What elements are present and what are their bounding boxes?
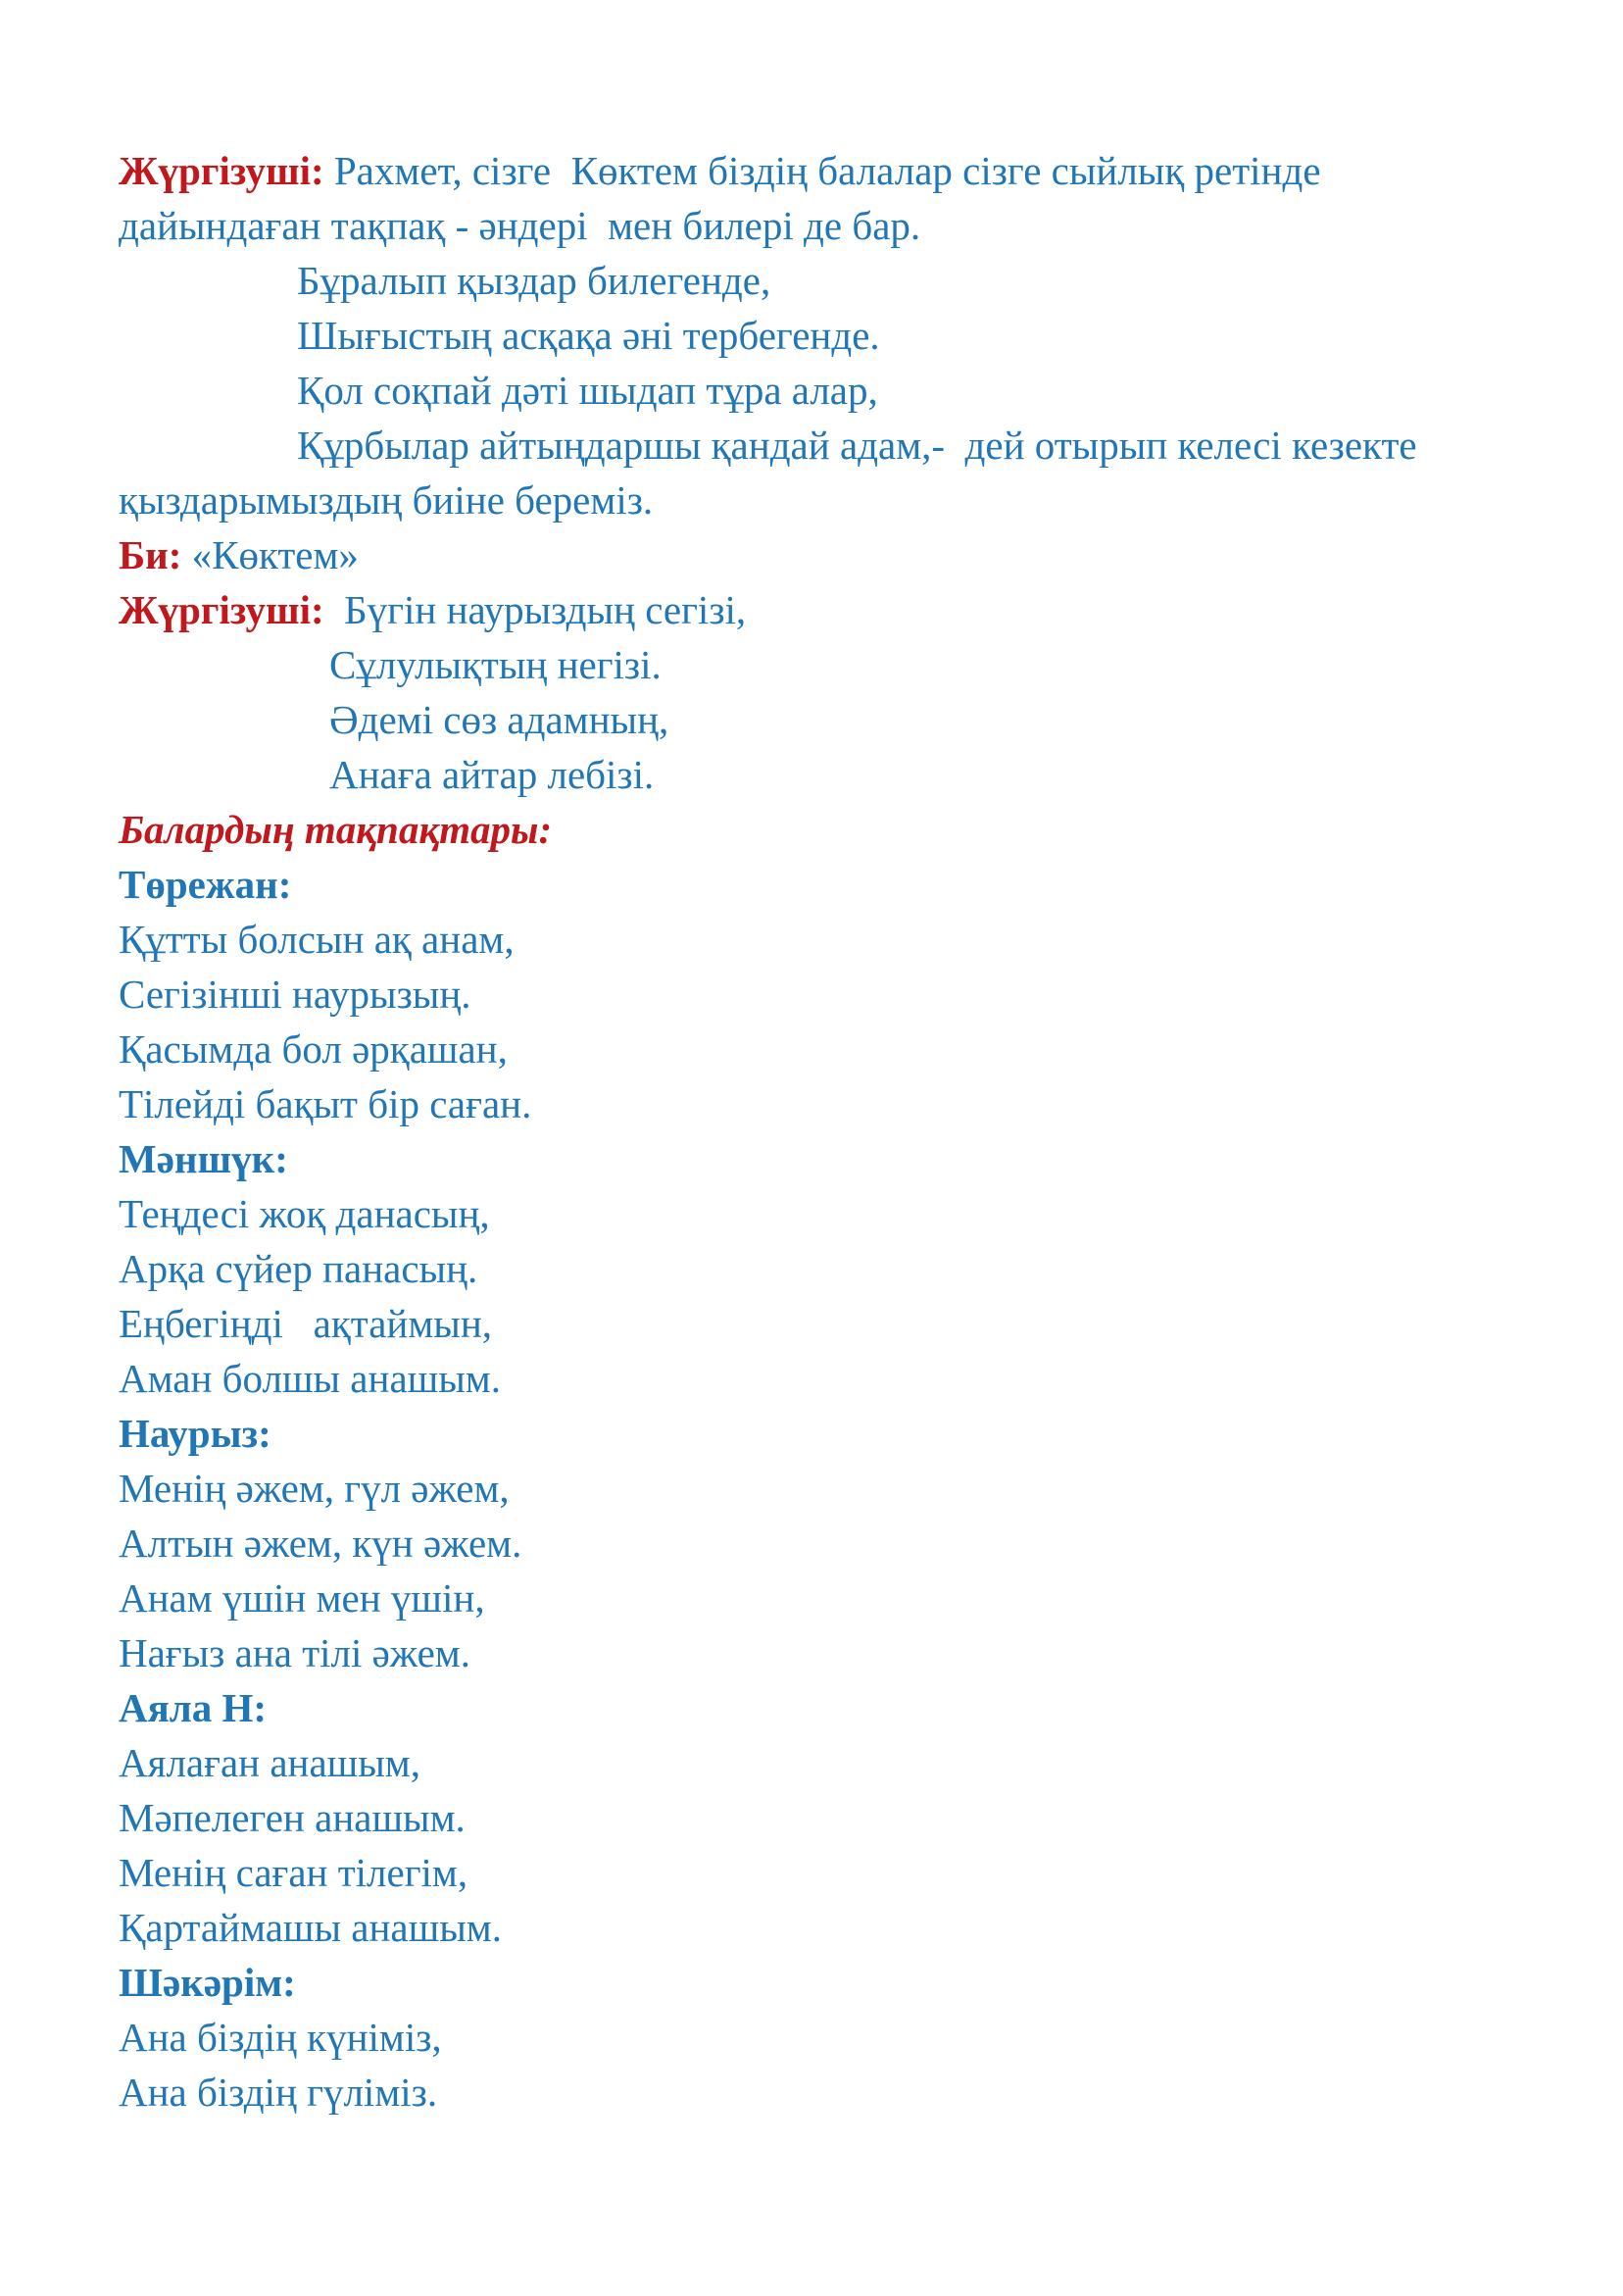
verse-line xyxy=(119,1022,1502,1076)
text-run: Ана біздің гүліміз. xyxy=(119,2070,438,2115)
text-run: Әдемі сөз адамның, xyxy=(329,697,669,742)
verse-line xyxy=(119,1351,1502,1406)
text-run: Арқа сүйер панасың. xyxy=(119,1246,478,1291)
child-name-heading xyxy=(119,857,1502,912)
text-run: Құрбылар айтыңдаршы қандай адам,- дей отырып келесі кезекте қыздарымыздың биіне береміз. xyxy=(119,423,1427,523)
verse-line xyxy=(119,1571,1502,1625)
verse-line xyxy=(119,2065,1502,2120)
text-run: Құтты болсын ақ анам, xyxy=(119,917,515,962)
text-run: Теңдесі жоқ данасың, xyxy=(119,1191,490,1236)
section-heading xyxy=(119,802,1502,857)
text-run: Алтын әжем, күн әжем. xyxy=(119,1521,522,1566)
text-run: Нағыз ана тілі әжем. xyxy=(119,1630,470,1675)
verse-line xyxy=(119,1516,1502,1571)
text-run: Сұлулықтың негізі. xyxy=(329,642,662,687)
verse-line xyxy=(119,912,1502,967)
text-run: Анам үшін мен үшін, xyxy=(119,1575,485,1621)
child-name-text: Аяла Н: xyxy=(119,1685,268,1730)
speaker-paragraph xyxy=(119,527,1502,582)
text-run: Аман болшы анашым. xyxy=(119,1356,501,1401)
text-run: Рахмет, сізге Көктем біздің балалар сізге сыйлық ретінде дайындаған тақпақ - әндері мен билері де бар. xyxy=(119,148,1331,248)
verse-line xyxy=(119,1900,1502,1955)
child-name-heading xyxy=(119,1131,1502,1186)
verse-line xyxy=(119,1296,1502,1351)
verse-line xyxy=(119,747,1502,802)
text-run: Менің саған тілегім, xyxy=(119,1850,468,1895)
text-run: Сегізінші наурызың. xyxy=(119,972,471,1017)
verse-line xyxy=(119,1186,1502,1241)
text-run: Ана біздің күніміз, xyxy=(119,2015,442,2060)
section-heading-text: Балардың тақпақтары: xyxy=(119,807,553,852)
child-name-text: Наурыз: xyxy=(119,1411,271,1456)
speaker-paragraph xyxy=(119,582,1502,637)
text-run: Бұралып қыздар билегенде, xyxy=(297,258,771,303)
child-name-text: Мәншүк: xyxy=(119,1136,288,1181)
speaker-label: Жүргізуші: xyxy=(119,587,324,632)
text-run: Мәпелеген анашым. xyxy=(119,1795,466,1840)
child-name-text: Шәкәрім: xyxy=(119,1960,296,2005)
child-name-heading xyxy=(119,1955,1502,2010)
text-run: Тілейді бақыт бір саған. xyxy=(119,1081,532,1126)
verse-line xyxy=(119,363,1502,418)
verse-line xyxy=(119,253,1502,308)
verse-line xyxy=(119,637,1502,692)
text-run: Менің әжем, гүл әжем, xyxy=(119,1466,510,1511)
text-run: Еңбегіңді ақтаймын, xyxy=(119,1301,493,1346)
child-name-text: Төрежан: xyxy=(119,862,292,907)
verse-line xyxy=(119,1625,1502,1680)
verse-line xyxy=(119,1076,1502,1131)
verse-line xyxy=(119,418,1502,527)
verse-line xyxy=(119,692,1502,747)
text-run: Бүгін наурыздың сегізі, xyxy=(323,587,747,632)
verse-line xyxy=(119,1845,1502,1900)
verse-line xyxy=(119,308,1502,363)
child-name-heading xyxy=(119,1680,1502,1735)
child-name-heading xyxy=(119,1406,1502,1461)
speaker-paragraph xyxy=(119,143,1502,253)
speaker-label: Би: xyxy=(119,532,182,577)
text-run: Анаға айтар лебізі. xyxy=(329,752,655,797)
text-run: Шығыстың асқақа әні тербегенде. xyxy=(297,313,880,358)
text-run: Аялаған анашым, xyxy=(119,1740,420,1785)
speaker-label: Жүргізуші: xyxy=(119,148,324,193)
text-run: Қол соқпай дәті шыдап тұра алар, xyxy=(297,368,878,413)
verse-line xyxy=(119,2010,1502,2065)
text-run: Қасымда бол әрқашан, xyxy=(119,1026,508,1072)
document-content xyxy=(119,143,1502,2120)
verse-line xyxy=(119,967,1502,1022)
text-run: «Көктем» xyxy=(181,532,359,577)
verse-line xyxy=(119,1241,1502,1296)
verse-line xyxy=(119,1735,1502,1790)
verse-line xyxy=(119,1790,1502,1845)
text-run: Қартаймашы анашым. xyxy=(119,1905,502,1950)
verse-line xyxy=(119,1461,1502,1516)
